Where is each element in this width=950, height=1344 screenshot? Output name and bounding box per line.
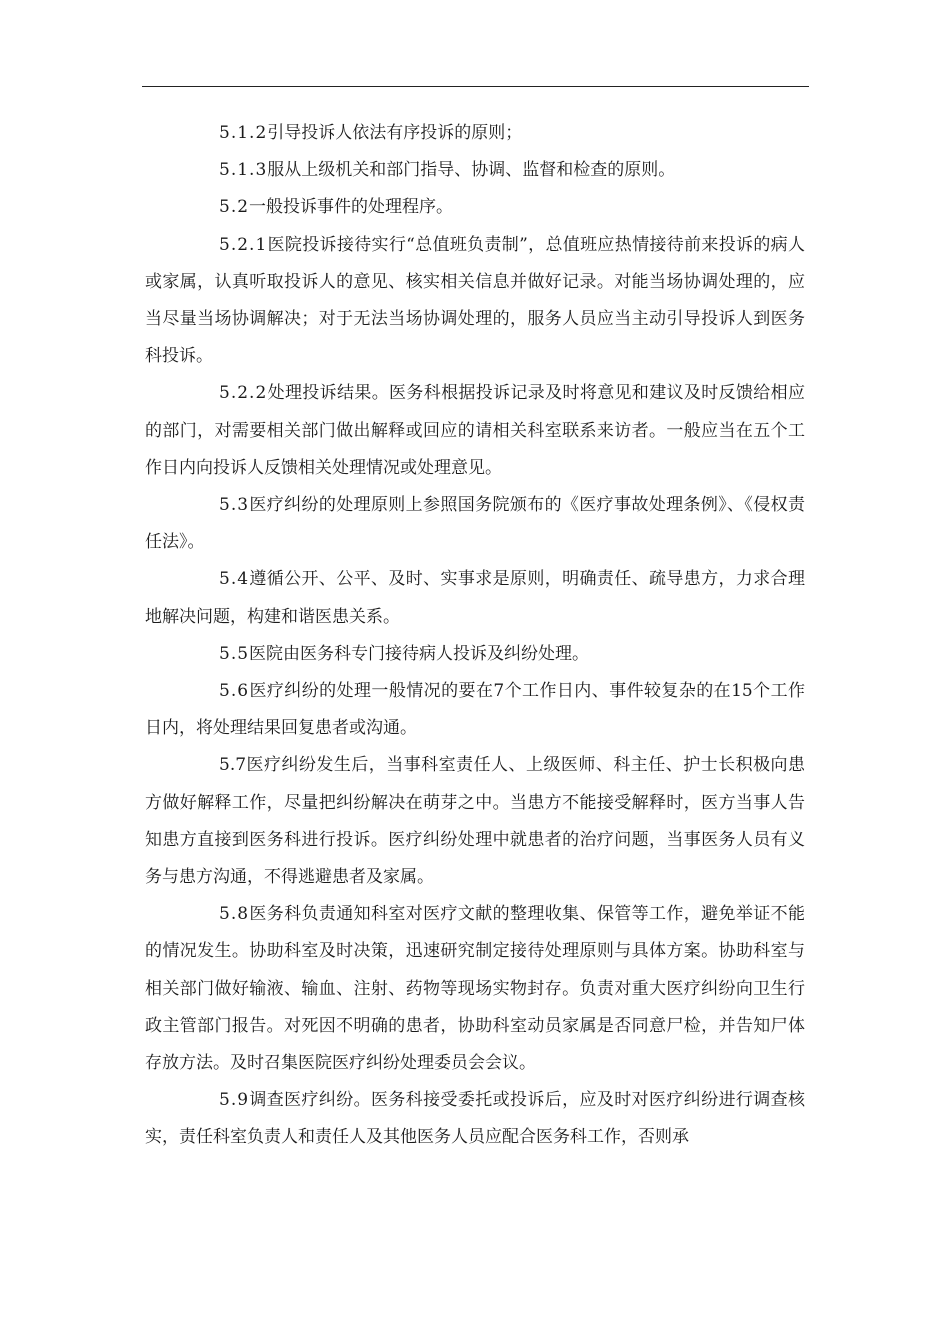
paragraph-5-5 <box>145 636 805 673</box>
section-number: 5.1.2 <box>219 123 268 143</box>
paragraph-5-2-2 <box>145 375 805 487</box>
paragraph-text: 一般投诉事件的处理程序。 <box>249 197 454 218</box>
header-rule <box>142 86 809 87</box>
section-number: 5.1.3 <box>219 160 268 181</box>
paragraph-5-8 <box>145 896 805 1082</box>
paragraph-text: 调查医疗纠纷。医务科接受委托或投诉后，应及时对医疗纠纷进行调查核实，责任科室负责人和责任人及其他医务人员应配合医务科工作，否则承 <box>145 1090 805 1148</box>
paragraph-text: 医院投诉接待实行“总值班负责制”，总值班应热情接待前来投诉的病人或家属，认真听取投诉人的意见、核实相关信息并做好记录。对能当场协调处理的，应当尽量当场协调解决；对于无法当场协调处理的，服务人员应当主动引导投诉人到医务科投诉。 <box>145 234 805 367</box>
paragraph-5-3 <box>145 487 805 561</box>
section-number: 5.9 <box>219 1090 250 1111</box>
paragraph-5-6 <box>145 673 805 747</box>
section-number: 5.2.1 <box>219 234 268 255</box>
paragraph-5-1-2 <box>145 115 805 152</box>
section-number: 5.4 <box>219 569 250 590</box>
section-number: 5.2.2 <box>219 383 268 404</box>
paragraph-5-7 <box>145 747 805 896</box>
section-number: 5.2 <box>219 197 250 218</box>
paragraph-text: 医务科负责通知科室对医疗文献的整理收集、保管等工作，避免举证不能的情况发生。协助科室及时决策，迅速研究制定接待处理原则与具体方案。协助科室与相关部门做好输液、输血、注射、药物等现场实物封存。负责对重大医疗纠纷向卫生行政主管部门报告。对死因不明确的患者，协助科室动员家属是否同意尸检，并告知尸体存放方法。及时召集医院医疗纠纷处理委员会会议。 <box>145 904 805 1074</box>
paragraph-text: 遵循公开、公平、及时、实事求是原则，明确责任、疏导患方，力求合理地解决问题，构建和谐医患关系。 <box>145 569 805 627</box>
paragraph-text: 医疗纠纷的处理原则上参照国务院颁布的《医疗事故处理条例》、《侵权责任法》。 <box>145 495 805 553</box>
paragraph-text: 医疗纠纷发生后，当事科室责任人、上级医师、科主任、护士长积极向患方做好解释工作，尽量把纠纷解决在萌芽之中。当患方不能接受解释时，医方当事人告知患方直接到医务科进行投诉。医疗纠纷处理中就患者的治疗问题，当事医务人员有义务与患方沟通，不得逃避患者及家属。 <box>145 755 805 888</box>
paragraph-5-2 <box>145 189 805 226</box>
paragraph-text: 医疗纠纷的处理一般情况的要在7个工作日内、事件较复杂的在15个工作日内，将处理结果回复患者或沟通。 <box>145 681 805 739</box>
paragraph-5-2-1 <box>145 227 805 376</box>
section-number: 5.3 <box>219 495 250 516</box>
section-number: 5.8 <box>219 904 250 925</box>
paragraph-text: 医院由医务科专门接待病人投诉及纠纷处理。 <box>249 643 590 664</box>
section-number: 5.6 <box>219 681 250 702</box>
section-number: 5.7 <box>219 755 247 776</box>
paragraph-5-4 <box>145 561 805 635</box>
paragraph-text: 处理投诉结果。医务科根据投诉记录及时将意见和建议及时反馈给相应的部门，对需要相关部门做出解释或回应的请相关科室联系来访者。一般应当在五个工作日内向投诉人反馈相关处理情况或处理意见。 <box>145 383 805 478</box>
section-number: 5.5 <box>219 643 250 664</box>
paragraph-5-1-3 <box>145 152 805 189</box>
paragraph-text: 服从上级机关和部门指导、协调、监督和检查的原则。 <box>267 160 676 181</box>
paragraph-text: 引导投诉人依法有序投诉的原则； <box>267 123 523 143</box>
paragraph-5-9 <box>145 1082 805 1156</box>
document-body <box>145 115 805 1157</box>
